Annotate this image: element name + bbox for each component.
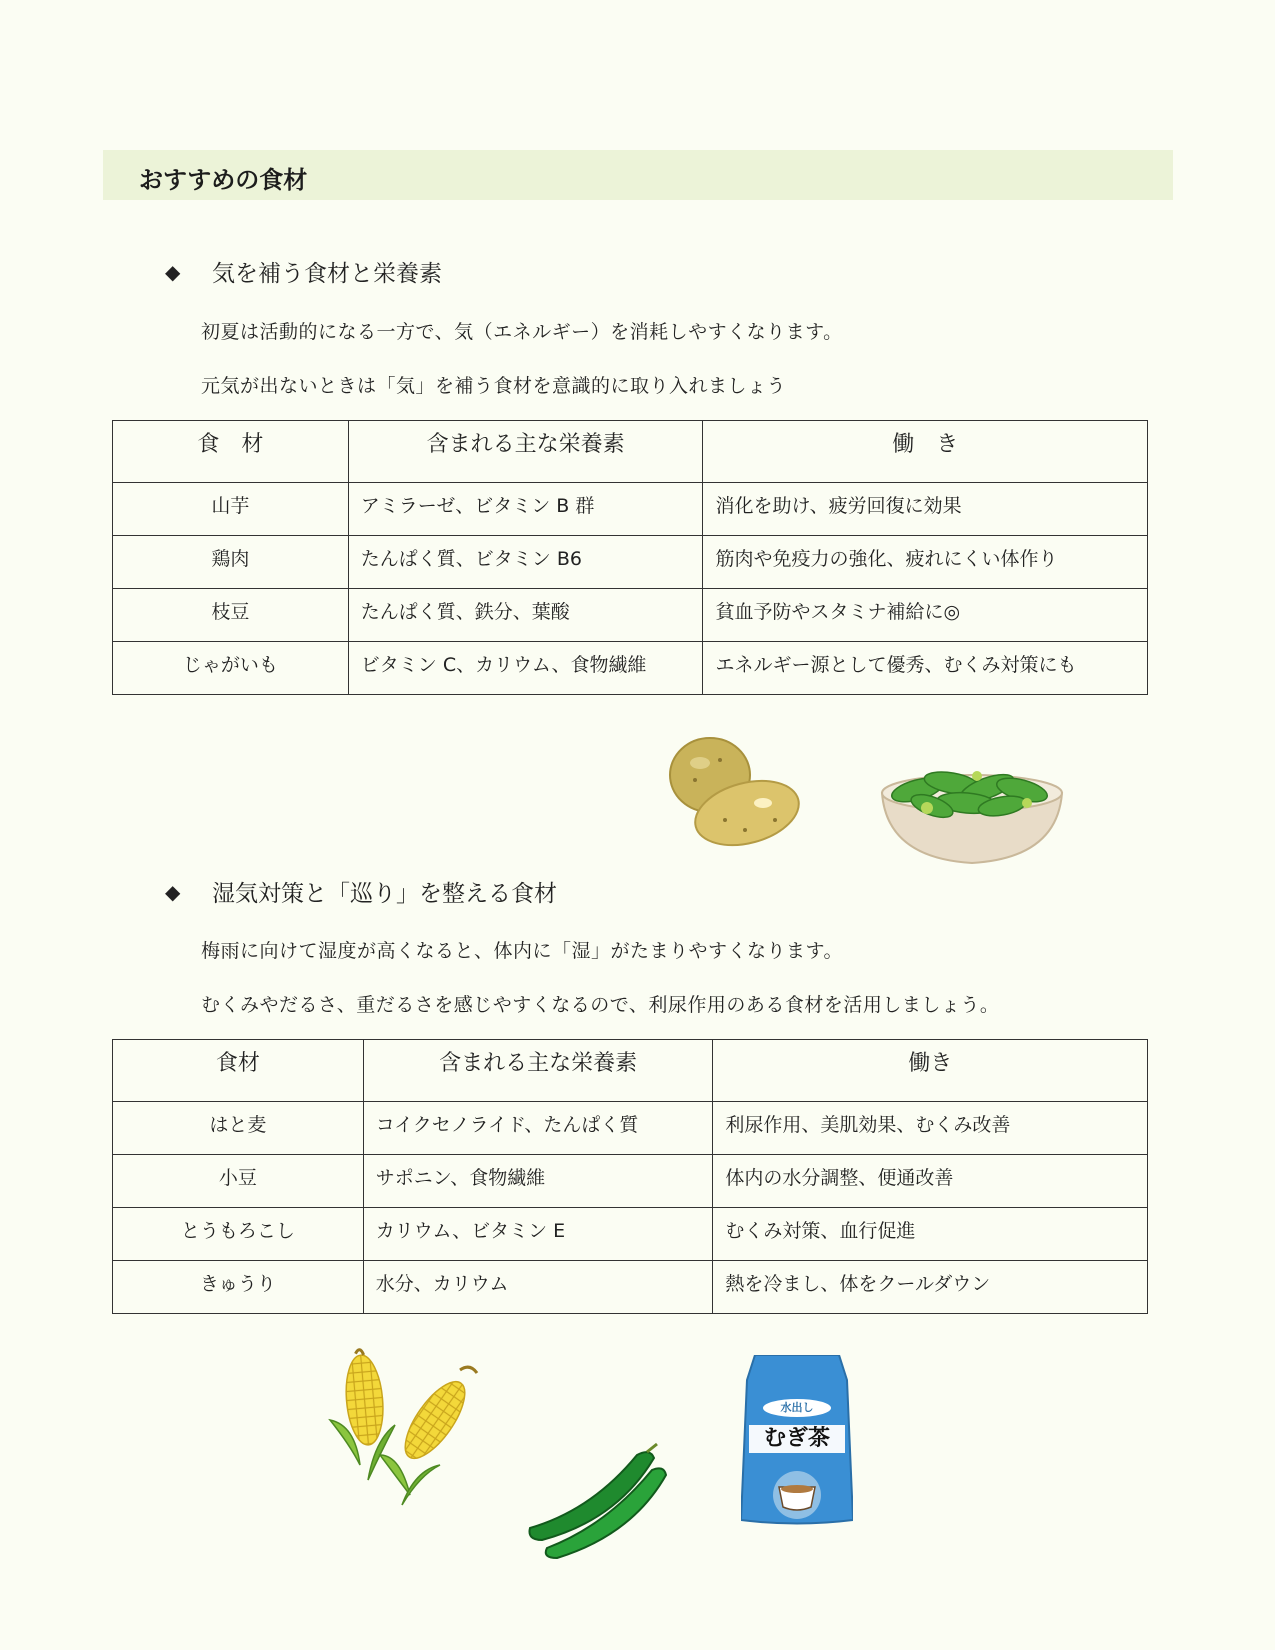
table-header-cell: 働 き — [703, 421, 1148, 483]
table-header-cell: 食 材 — [113, 421, 349, 483]
diamond-bullet-icon: ◆ — [165, 259, 181, 284]
mugicha-label: むぎ茶 — [763, 1426, 830, 1451]
table-cell-food: はと麦 — [113, 1102, 364, 1155]
table-cell-nutrients: たんぱく質、鉄分、葉酸 — [348, 589, 703, 642]
table-cell-food: とうもろこし — [113, 1208, 364, 1261]
section1-title — [165, 255, 442, 288]
table-header-cell: 含まれる主な栄養素 — [348, 421, 703, 483]
section-header-bar — [103, 150, 1173, 200]
section1-title-text: 気を補う食材と栄養素 — [212, 261, 442, 287]
table-row — [113, 589, 1148, 642]
table-cell-effect: 体内の水分調整、便通改善 — [713, 1155, 1148, 1208]
section2-paragraph-1: 梅雨に向けて湿度が高くなると、体内に「湿」がたまりやすくなります。 — [201, 940, 843, 962]
table-cell-effect: エネルギー源として優秀、むくみ対策にも — [703, 642, 1148, 695]
table-row — [113, 483, 1148, 536]
table-cell-effect: 消化を助け、疲労回復に効果 — [703, 483, 1148, 536]
section2-paragraph-2: むくみやだるさ、重だるさを感じやすくなるので、利尿作用のある食材を活用しましょう。 — [201, 994, 1000, 1016]
table-header-row — [113, 421, 1148, 483]
table-cell-nutrients: カリウム、ビタミン E — [363, 1208, 713, 1261]
table-row — [113, 1155, 1148, 1208]
potato-icon — [665, 735, 805, 850]
table-header-cell: 食材 — [113, 1040, 364, 1102]
table-cell-nutrients: ビタミン C、カリウム、食物繊維 — [348, 642, 703, 695]
table-cell-food: 山芋 — [113, 483, 349, 536]
table-header-cell: 働き — [713, 1040, 1148, 1102]
table-cell-effect: 利尿作用、美肌効果、むくみ改善 — [713, 1102, 1148, 1155]
mugicha-small-label: 水出し — [763, 1399, 831, 1417]
table-row — [113, 536, 1148, 589]
section1-paragraph-1: 初夏は活動的になる一方で、気（エネルギー）を消耗しやすくなります。 — [201, 321, 843, 343]
table-cell-effect: 貧血予防やスタミナ補給に◎ — [703, 589, 1148, 642]
table-cell-effect: 熱を冷まし、体をクールダウン — [713, 1261, 1148, 1314]
section2-title-text: 湿気対策と「巡り」を整える食材 — [212, 881, 557, 907]
mugicha-package-icon — [741, 1355, 853, 1525]
section2-table — [112, 1039, 1148, 1314]
table-cell-nutrients: たんぱく質、ビタミン B6 — [348, 536, 703, 589]
table-cell-food: 鶏肉 — [113, 536, 349, 589]
cucumber-icon — [522, 1440, 667, 1560]
table-cell-effect: 筋肉や免疫力の強化、疲れにくい体作り — [703, 536, 1148, 589]
table-row — [113, 1208, 1148, 1261]
table-cell-food: きゅうり — [113, 1261, 364, 1314]
section1-paragraph-2: 元気が出ないときは「気」を補う食材を意識的に取り入れましょう — [201, 375, 787, 397]
section2-title — [165, 875, 557, 908]
table-cell-nutrients: コイクセノライド、たんぱく質 — [363, 1102, 713, 1155]
table-cell-effect: むくみ対策、血行促進 — [713, 1208, 1148, 1261]
table-cell-food: じゃがいも — [113, 642, 349, 695]
table-row — [113, 642, 1148, 695]
table-cell-nutrients: 水分、カリウム — [363, 1261, 713, 1314]
diamond-bullet-icon: ◆ — [165, 879, 181, 904]
table-cell-nutrients: サポニン、食物繊維 — [363, 1155, 713, 1208]
table-row — [113, 1102, 1148, 1155]
table-cell-food: 小豆 — [113, 1155, 364, 1208]
table-header-row — [113, 1040, 1148, 1102]
corn-icon — [320, 1345, 485, 1520]
edamame-bowl-icon — [877, 748, 1067, 868]
table-row — [113, 1261, 1148, 1314]
table-header-cell: 含まれる主な栄養素 — [363, 1040, 713, 1102]
table-cell-nutrients: アミラーゼ、ビタミン B 群 — [348, 483, 703, 536]
table-cell-food: 枝豆 — [113, 589, 349, 642]
page-title: おすすめの食材 — [139, 166, 308, 194]
section1-table — [112, 420, 1148, 695]
